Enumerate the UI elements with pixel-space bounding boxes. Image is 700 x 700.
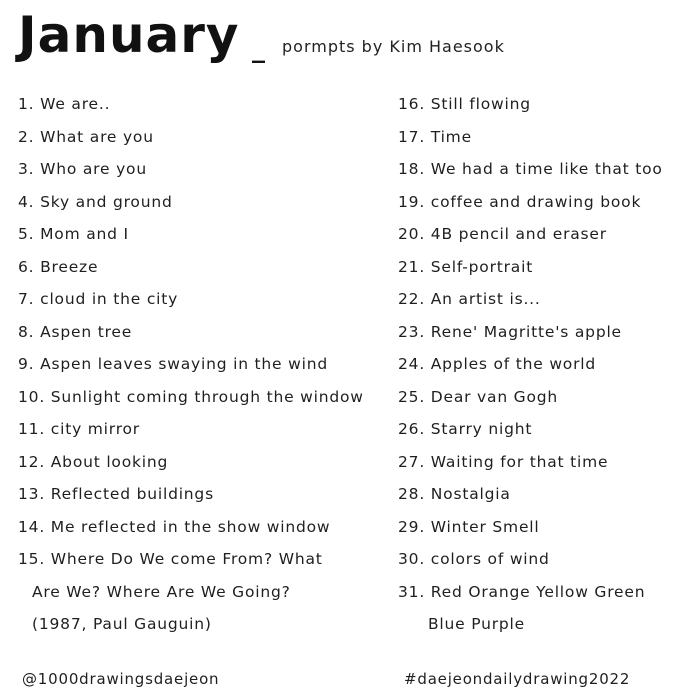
prompt-item: 27. Waiting for that time [398,452,609,471]
prompt-item: 11. city mirror [18,420,140,438]
month-title: January [18,6,240,64]
prompt-item: 21. Self-portrait [398,257,534,276]
prompt-item: 18. We had a time like that too [398,160,663,178]
prompt-list-left [18,88,390,641]
prompt-item: 26. Starry night [398,420,533,438]
prompt-item: 30. colors of wind [398,550,550,568]
prompt-item: 6. Breeze [18,257,99,276]
prompt-item: 13. Reflected buildings [18,485,214,503]
prompt-item: 1. We are.. [18,95,111,113]
prompt-item: 9. Aspen leaves swaying in the wind [18,355,328,373]
prompt-list-right [398,88,694,641]
prompts-credit: pormpts by Kim Haesook [282,37,505,56]
prompt-item: 5. Mom and I [18,225,129,243]
prompt-item: 28. Nostalgia [398,485,511,503]
title-dash: _ [252,34,265,64]
prompt-item: 29. Winter Smell [398,517,540,536]
prompt-item: 17. Time [398,127,472,146]
prompt-item: 14. Me reflected in the show window [18,517,331,536]
hashtag: #daejeondailydrawing2022 [404,670,631,688]
prompt-item: 20. 4B pencil and eraser [398,225,607,243]
instagram-handle: @1000drawingsdaejeon [22,670,220,688]
prompt-item: 8. Aspen tree [18,322,133,341]
prompt-item: 23. Rene' Magritte's apple [398,322,622,341]
prompt-item: 2. What are you [18,127,154,146]
prompt-item: 19. coffee and drawing book [398,192,642,211]
prompt-item: 24. Apples of the world [398,355,597,373]
prompt-item: 31. Red Orange Yellow Green [398,582,646,601]
prompt-item: 10. Sunlight coming through the window [18,387,364,406]
header [18,4,688,74]
prompt-item: 25. Dear van Gogh [398,387,559,406]
prompt-item: 22. An artist is... [398,290,541,308]
prompt-item-continuation: Blue Purple [428,615,525,633]
prompt-item: 12. About looking [18,452,169,471]
prompt-item: 3. Who are you [18,160,147,178]
prompt-item: 15. Where Do We come From? What [18,550,323,568]
prompt-item: 7. cloud in the city [18,290,179,308]
prompt-item: 16. Still flowing [398,95,531,113]
prompt-item: 4. Sky and ground [18,192,173,211]
prompt-item-continuation: Are We? Where Are We Going? [32,582,291,601]
prompt-item-continuation: (1987, Paul Gauguin) [32,615,212,633]
